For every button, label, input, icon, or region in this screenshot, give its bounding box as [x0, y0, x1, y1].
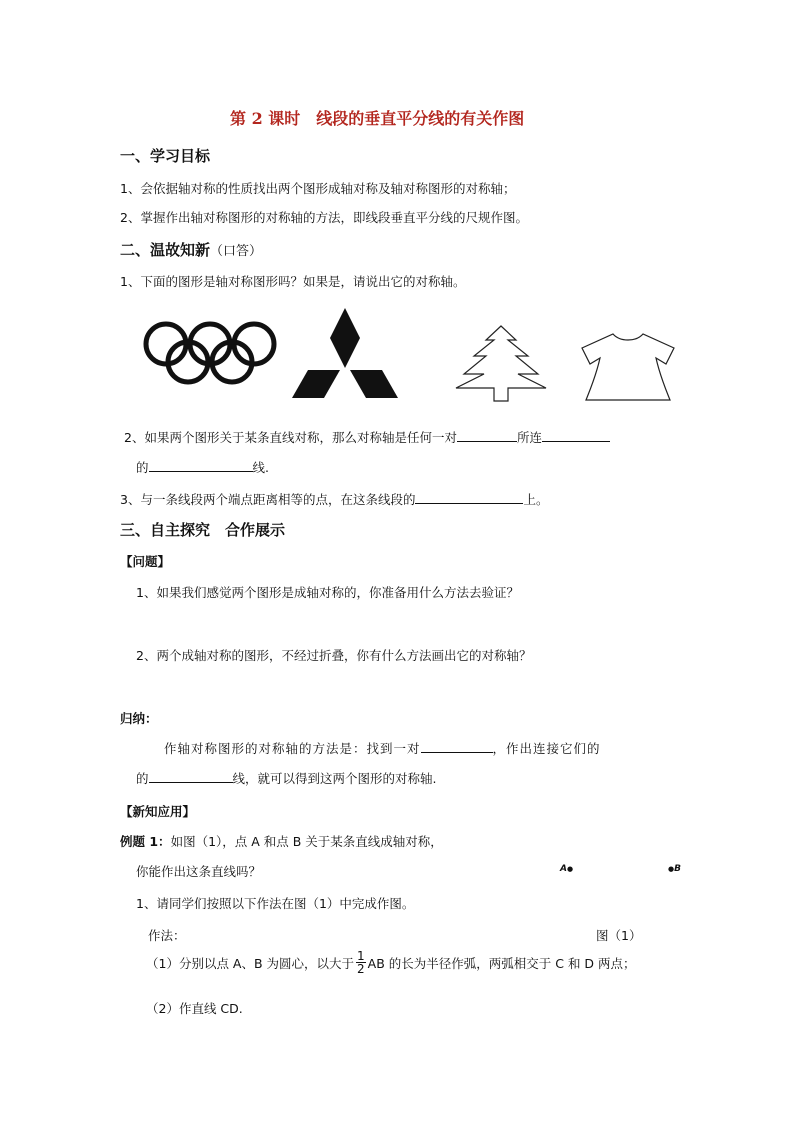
step1-text-2: AB 的长为半径作弧，两弧相交于 C 和 D 两点；	[367, 955, 636, 971]
goal-item-1: 1、会依据轴对称的性质找出两个图形成轴对称及轴对称图形的对称轴；	[120, 181, 516, 196]
review-question-2-cont	[136, 458, 269, 476]
q2-blank-1[interactable]	[457, 428, 517, 442]
method-label: 作法：	[148, 928, 186, 943]
summary-line-2	[136, 769, 437, 787]
step-2: （2）作直线 CD.	[146, 1001, 243, 1016]
example-text-2: 你能作出这条直线吗？	[136, 864, 262, 879]
apply-tag: 【新知应用】	[120, 804, 196, 819]
point-b	[668, 856, 681, 875]
q2-blank-3[interactable]	[149, 458, 253, 472]
problem-2: 2、两个成轴对称的图形，不经过折叠，你有什么方法画出它的对称轴？	[136, 648, 532, 663]
point-a	[560, 856, 573, 875]
goal-item-2: 2、掌握作出轴对称图形的对称轴的方法，即线段垂直平分线的尺规作图。	[120, 210, 528, 225]
review-question-3	[120, 490, 548, 508]
review-heading-text: 二、温故知新	[120, 241, 211, 259]
q2-text-3: 的	[136, 460, 149, 475]
example-label: 例题 1：	[120, 834, 171, 849]
fraction-denominator: 2	[357, 962, 365, 976]
summary-text-1: 作轴对称图形的对称轴的方法是：找到一对	[164, 741, 421, 756]
section-heading-goals: 一、学习目标	[120, 147, 211, 165]
page-title: 第 2 课时 线段的垂直平分线的有关作图	[230, 109, 525, 128]
problem-tag: 【问题】	[120, 554, 171, 569]
step-intro: 1、请同学们按照以下作法在图（1）中完成作图。	[136, 896, 415, 911]
q2-text-2: 所连	[516, 430, 542, 445]
q3-blank[interactable]	[415, 490, 523, 504]
summary-label: 归纳：	[120, 711, 158, 726]
summary-text-3: 的	[136, 771, 149, 786]
q2-text-1: 2、如果两个图形关于某条直线对称，那么对称轴是任何一对	[124, 430, 457, 445]
q2-text-4: 线.	[252, 460, 269, 475]
example-text: 如图（1），点 A 和点 B 关于某条直线成轴对称，	[170, 834, 443, 849]
review-heading-note: （口答）	[210, 244, 263, 259]
step-1	[146, 950, 636, 975]
fraction-numerator: 1	[357, 949, 365, 963]
olympic-rings-icon	[140, 320, 280, 386]
section-heading-explore: 三、自主探究 合作展示	[120, 521, 286, 539]
summary-blank-1[interactable]	[421, 739, 493, 753]
q2-blank-2[interactable]	[542, 428, 610, 442]
point-a-dot: ●	[566, 865, 574, 873]
tree-icon	[456, 326, 546, 402]
summary-text-2: ，作出连接它们的	[492, 741, 601, 756]
summary-text-4: 线，就可以得到这两个图形的对称轴.	[232, 771, 437, 786]
three-diamonds-icon	[292, 308, 398, 400]
review-question-1: 1、下面的图形是轴对称图形吗？如果是，请说出它的对称轴。	[120, 274, 466, 289]
point-b-dot: ●	[668, 865, 675, 873]
figure-label: 图（1）	[596, 928, 642, 943]
q3-text-2: 上。	[523, 492, 549, 507]
q3-text-1: 3、与一条线段两个端点距离相等的点，在这条线段的	[120, 492, 416, 507]
shirt-icon	[580, 330, 676, 402]
summary-blank-2[interactable]	[149, 769, 233, 783]
problem-1: 1、如果我们感觉两个图形是成轴对称的，你准备用什么方法去验证？	[136, 585, 519, 600]
point-a-label: A	[560, 864, 567, 874]
fraction-half	[356, 950, 366, 975]
point-b-label: B	[674, 864, 681, 874]
example-1	[120, 832, 443, 850]
step1-text-1: （1）分别以点 A、B 为圆心，以大于	[146, 955, 355, 971]
summary-line-1	[164, 739, 601, 757]
section-heading-review	[120, 239, 262, 260]
review-question-2	[124, 428, 610, 446]
